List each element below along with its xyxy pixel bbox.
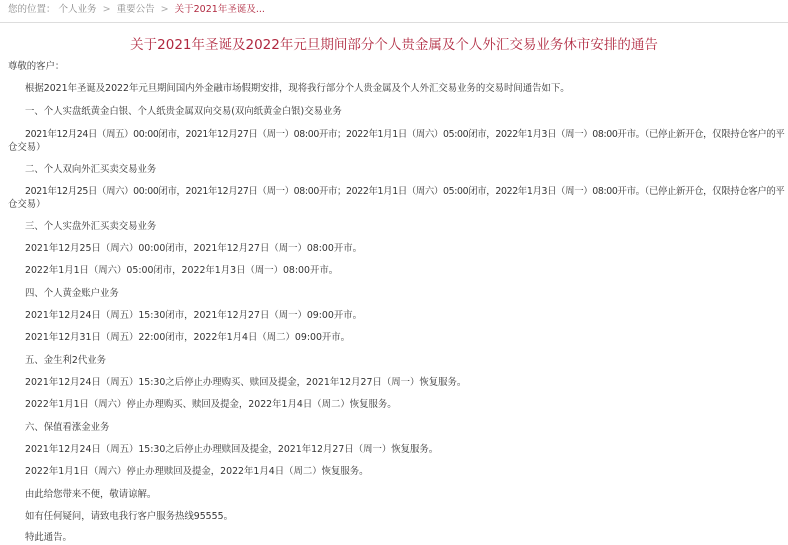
section-1-paragraph-cont: 仓交易） [8, 142, 46, 153]
breadcrumb-separator: > [102, 4, 111, 15]
section-4-heading: 四、个人黄金账户业务 [25, 288, 119, 299]
page-title: 关于2021年圣诞及2022年元旦期间部分个人贵金属及个人外汇交易业务休市安排的通告 [130, 37, 658, 53]
section-4-paragraph-1: 2021年12月24日（周五）15:30闭市，2021年12月27日（周一）09:00开市。 [25, 310, 362, 321]
section-5-heading: 五、金生利2代业务 [25, 355, 106, 366]
breadcrumb-personal-business[interactable]: 个人业务 [58, 4, 97, 15]
section-3-heading: 三、个人实盘外汇买卖交易业务 [25, 221, 157, 232]
section-6-paragraph-2: 2022年1月1日（周六）停止办理赎回及提金，2022年1月4日（周二）恢复服务。 [25, 466, 369, 477]
closing-text: 特此通告。 [25, 532, 72, 543]
section-3-paragraph-2: 2022年1月1日（周六）05:00闭市，2022年1月3日（周一）08:00开市。 [25, 265, 339, 276]
section-6-heading: 六、保值看涨金业务 [25, 422, 110, 433]
section-4-paragraph-2: 2021年12月31日（周五）22:00闭市，2022年1月4日（周二）09:00开市。 [25, 332, 351, 343]
section-6-paragraph-1: 2021年12月24日（周五）15:30之后停止办理赎回及提金，2021年12月27日（周一）恢复服务。 [25, 444, 439, 455]
section-5-paragraph-2: 2022年1月1日（周六）停止办理购买、赎回及提金，2022年1月4日（周二）恢复服务。 [25, 399, 397, 410]
breadcrumb-prefix: 您的位置： [8, 4, 56, 15]
contact-text: 如有任何疑问，请致电我行客户服务热线95555。 [25, 511, 233, 522]
section-2-paragraph: 2021年12月25日（周六）00:00闭市，2021年12月27日（周一）08:00开市；2022年1月1日（周六）05:00闭市，2022年1月3日（周一）08:00开市。（已停止新开仓，仅限持仓客户的平 [25, 186, 785, 197]
apology-text: 由此给您带来不便，敬请谅解。 [25, 489, 157, 500]
section-1-paragraph: 2021年12月24日（周五）00:00闭市，2021年12月27日（周一）08:00开市；2022年1月1日（周六）05:00闭市，2022年1月3日（周一）08:00开市。（已停止新开仓，仅限持仓客户的平 [25, 129, 785, 140]
section-2-paragraph-cont: 仓交易） [8, 199, 46, 210]
greeting: 尊敬的客户： [8, 61, 65, 72]
intro-paragraph: 根据2021年圣诞及2022年元旦期间国内外金融市场假期安排，现将我行部分个人贵金属及个人外汇交易业务的交易时间通告如下。 [25, 83, 570, 94]
breadcrumb-current: 关于2021年圣诞及... [174, 4, 265, 15]
section-3-paragraph-1: 2021年12月25日（周六）00:00闭市，2021年12月27日（周一）08:00开市。 [25, 243, 362, 254]
section-5-paragraph-1: 2021年12月24日（周五）15:30之后停止办理购买、赎回及提金，2021年12月27日（周一）恢复服务。 [25, 377, 467, 388]
breadcrumb-announcements[interactable]: 重要公告 [116, 4, 155, 15]
section-1-heading: 一、个人实盘纸黄金白银、个人纸贵金属双向交易(双向纸黄金白银)交易业务 [25, 106, 342, 117]
section-2-heading: 二、个人双向外汇买卖交易业务 [25, 164, 157, 175]
breadcrumb-separator: > [160, 4, 169, 15]
